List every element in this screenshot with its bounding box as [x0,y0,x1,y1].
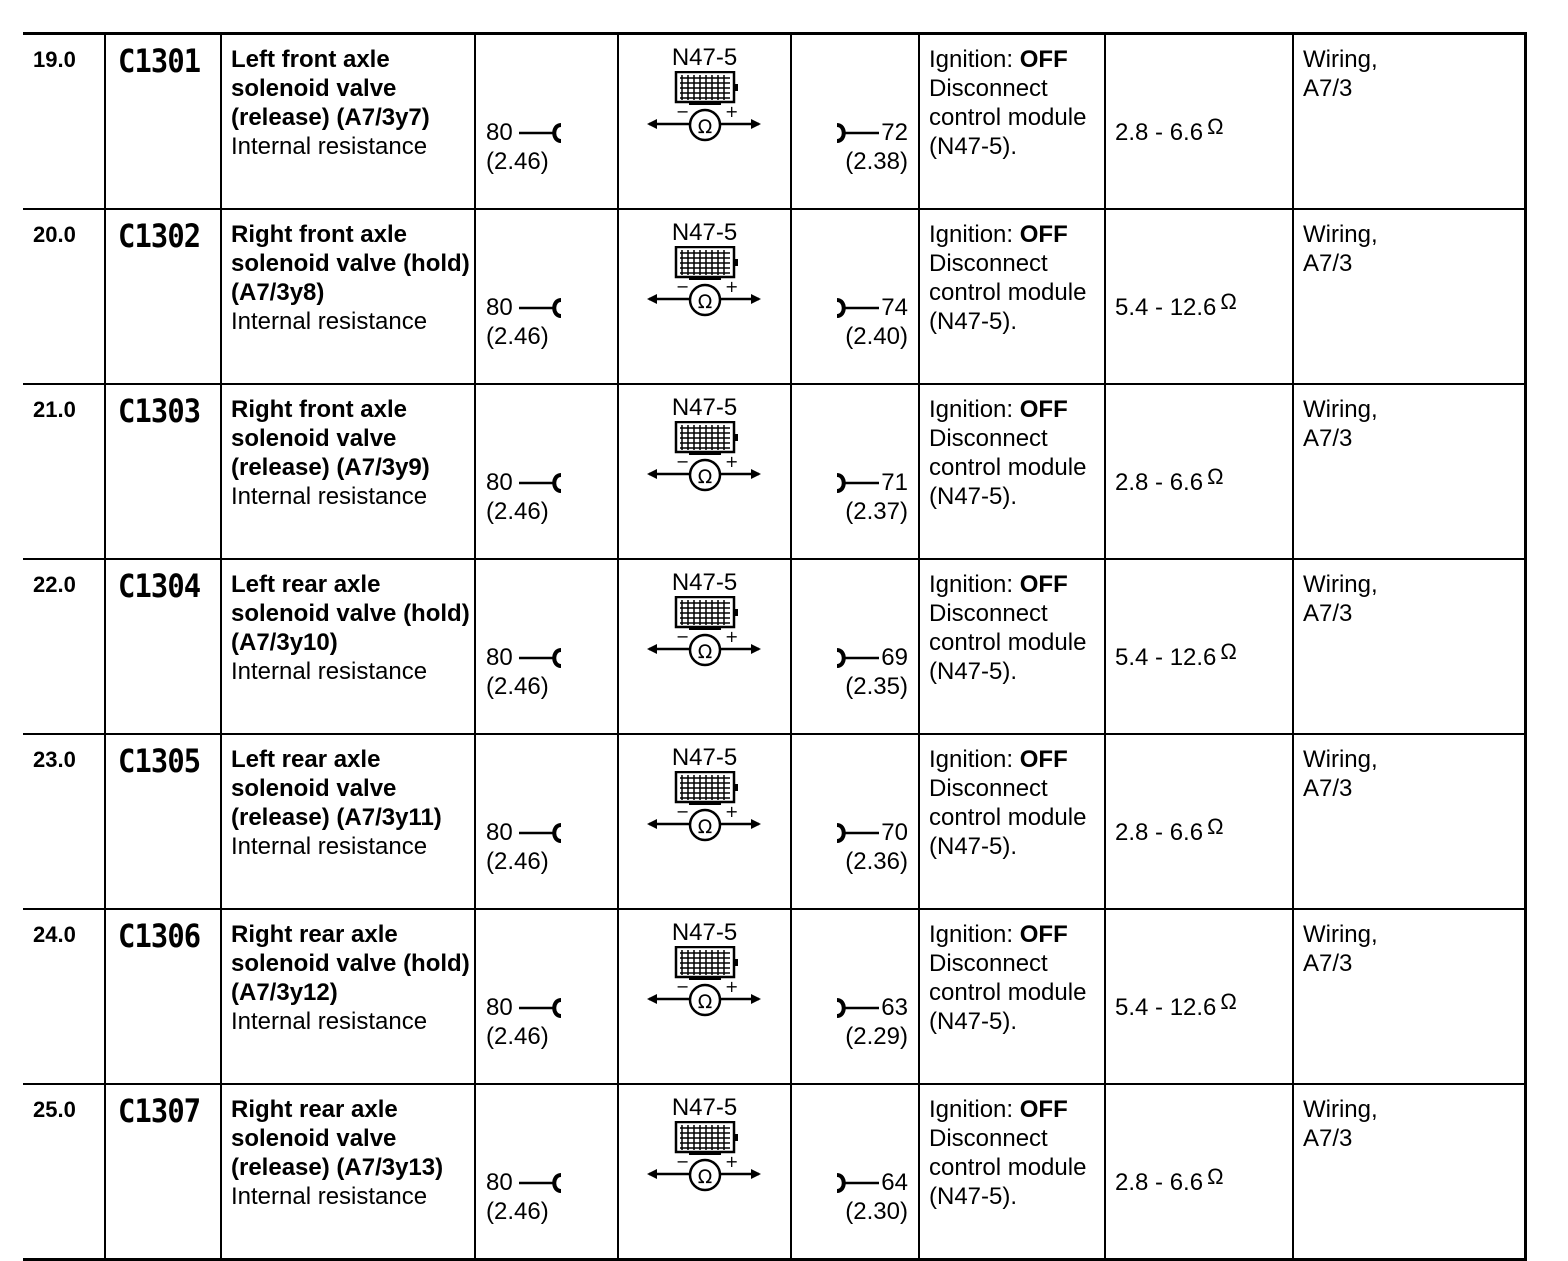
component-description [221,909,475,1084]
table-row [23,34,1525,210]
left-pin-cell [475,209,618,384]
module-diagram [618,1084,791,1260]
test-condition [919,1084,1105,1260]
component-name: Right rear axle solenoid valve (release) (A7/3y13) [231,1096,444,1181]
component-name: Left rear axle solenoid valve (release) (A7/3y11) [231,746,442,831]
socket-plug-icon [519,1173,563,1193]
svg-text:+: + [725,802,739,821]
right-pin-cell [791,34,919,210]
right-pin-number: 72 [881,119,908,146]
left-pin-cell [475,909,618,1084]
svg-text:+: + [725,627,739,646]
module-diagram [618,209,791,384]
step-number: 21.0 [23,384,105,559]
socket-plug-icon [519,823,563,843]
module-label: N47-5 [671,744,738,771]
ohm-unit: Ω [1220,289,1237,314]
test-type: Internal resistance [231,1008,428,1035]
right-pin-number: 70 [881,819,908,846]
possible-cause: Wiring, A7/3 [1293,209,1525,384]
socket-plug-icon [519,123,563,143]
ohmmeter-connector-icon [647,1121,763,1197]
left-pin-cell [475,1084,618,1260]
fault-code: C1302 [105,209,221,384]
possible-cause: Wiring, A7/3 [1293,909,1525,1084]
ohmmeter-connector-icon [647,771,763,847]
spec-range: 5.4 - 12.6 [1115,294,1217,321]
module-diagram [618,734,791,909]
step-number: 24.0 [23,909,105,1084]
component-description [221,209,475,384]
condition-label: Ignition: [929,571,1020,598]
left-pin-cell [475,734,618,909]
condition-instruction: Disconnect control module (N47-5). [929,775,1087,860]
right-pin-number: 74 [881,294,908,321]
left-pin-number: 80 [486,994,513,1021]
specification [1105,209,1293,384]
component-name: Left rear axle solenoid valve (hold) (A7/3y10) [231,571,470,656]
possible-cause: Wiring, A7/3 [1293,559,1525,734]
specification [1105,34,1293,210]
right-pin-ratio: (2.29) [845,1023,908,1050]
right-pin-cell [791,559,919,734]
right-pin-ratio: (2.37) [845,498,908,525]
svg-text:Ω: Ω [697,466,713,488]
component-name: Right rear axle solenoid valve (hold) (A7/3y12) [231,921,470,1006]
left-pin-ratio: (2.46) [486,848,549,875]
ohmmeter-connector-icon [647,421,763,497]
test-type: Internal resistance [231,833,428,860]
step-number: 22.0 [23,559,105,734]
table-row [23,734,1525,909]
spec-range: 2.8 - 6.6 [1115,469,1204,496]
fault-code: C1304 [105,559,221,734]
specification [1105,384,1293,559]
right-pin-ratio: (2.35) [845,673,908,700]
test-condition [919,909,1105,1084]
condition-instruction: Disconnect control module (N47-5). [929,600,1087,685]
condition-label: Ignition: [929,221,1020,248]
component-name: Right front axle solenoid valve (release) (A7/3y9) [231,396,430,481]
probe-pin-icon [835,998,879,1018]
condition-label: Ignition: [929,921,1020,948]
condition-value: OFF [1019,396,1068,423]
test-type: Internal resistance [231,1183,428,1210]
condition-label: Ignition: [929,396,1020,423]
svg-text:+: + [725,977,739,996]
svg-text:−: − [676,452,690,471]
right-pin-cell [791,734,919,909]
specification [1105,1084,1293,1260]
right-pin-cell [791,209,919,384]
svg-text:−: − [676,977,690,996]
condition-value: OFF [1019,221,1068,248]
left-pin-ratio: (2.46) [486,673,549,700]
right-pin-number: 63 [881,994,908,1021]
spec-range: 2.8 - 6.6 [1115,819,1204,846]
right-pin-number: 64 [881,1169,908,1196]
probe-pin-icon [835,823,879,843]
table-row [23,559,1525,734]
ohmmeter-connector-icon [647,946,763,1022]
ohm-unit: Ω [1207,464,1224,489]
svg-text:−: − [676,1152,690,1171]
condition-instruction: Disconnect control module (N47-5). [929,250,1087,335]
test-type: Internal resistance [231,483,428,510]
condition-label: Ignition: [929,46,1020,73]
module-diagram [618,559,791,734]
test-type: Internal resistance [231,308,428,335]
svg-text:Ω: Ω [697,1166,713,1188]
ohmmeter-connector-icon [647,246,763,322]
svg-text:+: + [725,277,739,296]
module-diagram [618,34,791,210]
fault-code: C1301 [105,34,221,210]
test-type: Internal resistance [231,658,428,685]
probe-pin-icon [835,123,879,143]
left-pin-number: 80 [486,469,513,496]
test-condition [919,384,1105,559]
svg-text:Ω: Ω [697,816,713,838]
specification [1105,559,1293,734]
table-row [23,384,1525,559]
fault-code: C1307 [105,1084,221,1260]
test-condition [919,734,1105,909]
right-pin-cell [791,1084,919,1260]
possible-cause: Wiring, A7/3 [1293,384,1525,559]
fault-code: C1306 [105,909,221,1084]
svg-text:+: + [725,452,739,471]
left-pin-cell [475,384,618,559]
table-row [23,209,1525,384]
step-number: 25.0 [23,1084,105,1260]
left-pin-ratio: (2.46) [486,498,549,525]
component-description [221,34,475,210]
right-pin-ratio: (2.30) [845,1198,908,1225]
test-type: Internal resistance [231,133,428,160]
left-pin-number: 80 [486,644,513,671]
left-pin-number: 80 [486,294,513,321]
probe-pin-icon [835,298,879,318]
component-description [221,734,475,909]
specification [1105,909,1293,1084]
socket-plug-icon [519,473,563,493]
probe-pin-icon [835,648,879,668]
possible-cause: Wiring, A7/3 [1293,734,1525,909]
module-label: N47-5 [671,44,738,71]
module-diagram [618,384,791,559]
socket-plug-icon [519,648,563,668]
module-label: N47-5 [671,919,738,946]
possible-cause: Wiring, A7/3 [1293,34,1525,210]
condition-value: OFF [1019,1096,1068,1123]
ohmmeter-connector-icon [647,596,763,672]
svg-text:Ω: Ω [697,641,713,663]
spec-range: 2.8 - 6.6 [1115,119,1204,146]
svg-text:+: + [725,1152,739,1171]
svg-text:−: − [676,277,690,296]
left-pin-ratio: (2.46) [486,1023,549,1050]
ohm-unit: Ω [1207,114,1224,139]
module-diagram [618,909,791,1084]
left-pin-number: 80 [486,1169,513,1196]
ohm-unit: Ω [1220,989,1237,1014]
condition-instruction: Disconnect control module (N47-5). [929,425,1087,510]
step-number: 19.0 [23,34,105,210]
socket-plug-icon [519,998,563,1018]
ohm-unit: Ω [1220,639,1237,664]
condition-instruction: Disconnect control module (N47-5). [929,75,1087,160]
module-label: N47-5 [671,1094,738,1121]
left-pin-ratio: (2.46) [486,148,549,175]
left-pin-number: 80 [486,119,513,146]
svg-text:Ω: Ω [697,116,713,138]
condition-label: Ignition: [929,746,1020,773]
condition-instruction: Disconnect control module (N47-5). [929,1125,1087,1210]
module-label: N47-5 [671,569,738,596]
component-name: Right front axle solenoid valve (hold) (A7/3y8) [231,221,470,306]
step-number: 23.0 [23,734,105,909]
condition-value: OFF [1019,746,1068,773]
component-description [221,559,475,734]
right-pin-cell [791,909,919,1084]
socket-plug-icon [519,298,563,318]
fault-code: C1303 [105,384,221,559]
component-description [221,1084,475,1260]
ohm-unit: Ω [1207,1164,1224,1189]
diagnostic-table [23,32,1527,1261]
probe-pin-icon [835,1173,879,1193]
probe-pin-icon [835,473,879,493]
right-pin-cell [791,384,919,559]
condition-instruction: Disconnect control module (N47-5). [929,950,1087,1035]
left-pin-cell [475,559,618,734]
ohmmeter-connector-icon [647,71,763,147]
possible-cause: Wiring, A7/3 [1293,1084,1525,1260]
svg-text:−: − [676,627,690,646]
test-condition [919,34,1105,210]
test-condition [919,209,1105,384]
spec-range: 5.4 - 12.6 [1115,644,1217,671]
ohm-unit: Ω [1207,814,1224,839]
step-number: 20.0 [23,209,105,384]
component-description [221,384,475,559]
table-row [23,909,1525,1084]
spec-range: 5.4 - 12.6 [1115,994,1217,1021]
left-pin-number: 80 [486,819,513,846]
left-pin-ratio: (2.46) [486,323,549,350]
module-label: N47-5 [671,394,738,421]
test-condition [919,559,1105,734]
component-name: Left front axle solenoid valve (release) (A7/3y7) [231,46,430,131]
svg-text:Ω: Ω [697,991,713,1013]
condition-value: OFF [1019,921,1068,948]
condition-value: OFF [1019,571,1068,598]
condition-label: Ignition: [929,1096,1020,1123]
right-pin-ratio: (2.36) [845,848,908,875]
right-pin-number: 69 [881,644,908,671]
condition-value: OFF [1019,46,1068,73]
left-pin-cell [475,34,618,210]
specification [1105,734,1293,909]
spec-range: 2.8 - 6.6 [1115,1169,1204,1196]
svg-text:−: − [676,102,690,121]
table-row [23,1084,1525,1260]
right-pin-ratio: (2.38) [845,148,908,175]
module-label: N47-5 [671,219,738,246]
right-pin-number: 71 [881,469,908,496]
svg-text:+: + [725,102,739,121]
svg-text:−: − [676,802,690,821]
left-pin-ratio: (2.46) [486,1198,549,1225]
right-pin-ratio: (2.40) [845,323,908,350]
fault-code: C1305 [105,734,221,909]
svg-text:Ω: Ω [697,291,713,313]
